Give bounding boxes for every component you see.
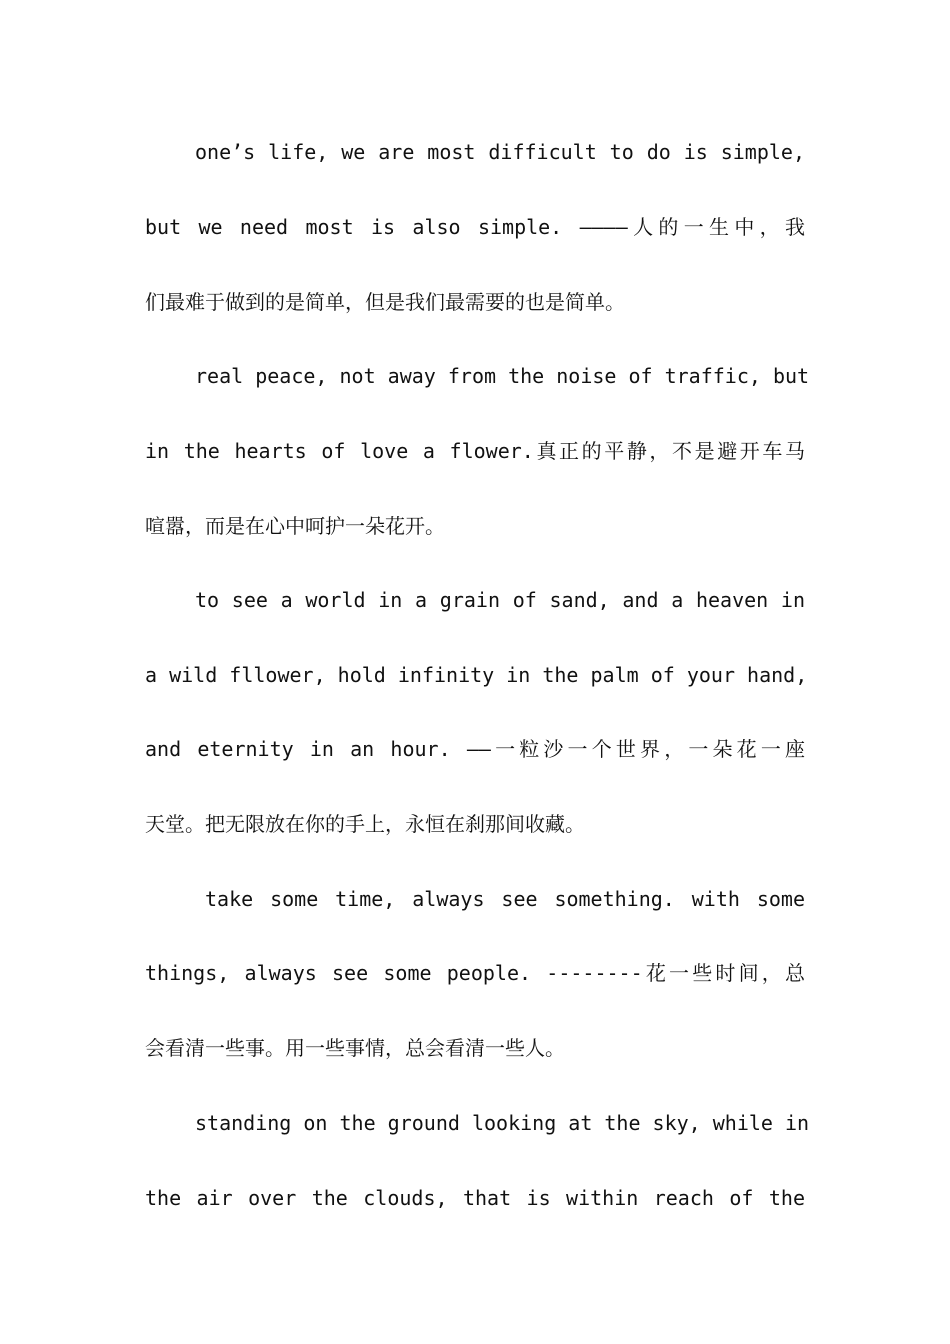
paragraph-2-line-2: in the hearts of love a flower.真正的平静，不是避开车马 — [145, 439, 805, 463]
paragraph-3-line-4: 天堂。把无限放在你的手上，永恒在刹那间收藏。 — [145, 812, 585, 836]
paragraph-4-line-3: 会看清一些事。用一些事情，总会看清一些人。 — [145, 1036, 565, 1060]
paragraph-3-line-1: to see a world in a grain of sand, and a heaven in — [195, 588, 805, 612]
paragraph-5-line-2: the air over the clouds, that is within reach of the — [145, 1186, 805, 1210]
paragraph-1-line-1: one’s life, we are most difficult to do is simple, — [195, 140, 805, 164]
paragraph-5-line-1: standing on the ground looking at the sky, while in — [195, 1111, 810, 1135]
paragraph-2-line-3: 喧嚣，而是在心中呵护一朵花开。 — [145, 514, 445, 538]
paragraph-2-line-1: real peace, not away from the noise of traffic, but — [195, 364, 810, 388]
paragraph-3-line-2: a wild fllower, hold infinity in the palm of your hand, — [145, 663, 808, 687]
paragraph-1-line-3: 们最难于做到的是简单，但是我们最需要的也是简单。 — [145, 290, 625, 314]
paragraph-1-line-2: but we need most is also simple. ————人的一生中，我 — [145, 215, 805, 239]
paragraph-4-line-1: take some time, always see something. with some — [205, 887, 805, 911]
paragraph-4-line-2: things, always see some people. --------花一些时间，总 — [145, 961, 805, 985]
paragraph-3-line-3: and eternity in an hour. ——一粒沙一个世界，一朵花一座 — [145, 737, 805, 761]
